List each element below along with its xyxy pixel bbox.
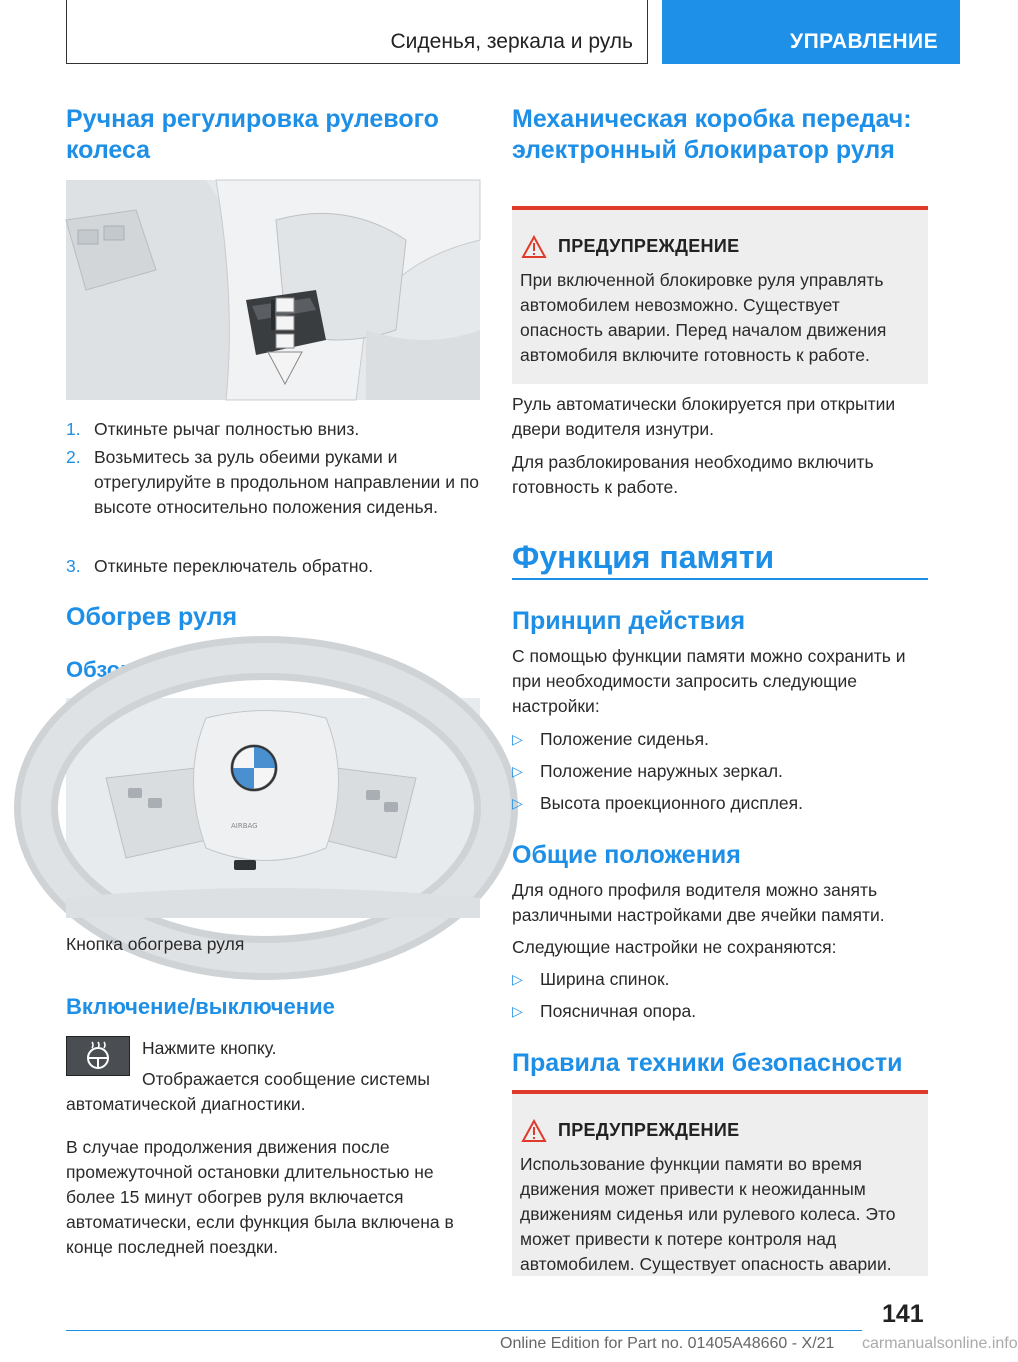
- heading-principle: Принцип действия: [512, 607, 746, 635]
- press-button-text: Нажмите кнопку.: [142, 1038, 277, 1058]
- bullet-triangle-icon: ▷: [512, 731, 523, 747]
- heading-memory-function: Функция памяти: [512, 539, 775, 575]
- heading-manual-transmission: Механическая коробка передач: электронный блокиратор руля: [512, 105, 912, 164]
- auto-reactivation-note: В случае продолжения движения после промежуточной остановки длительностью не более 15 минут обогрев руля включается автоматически, если функция была включена в конце последней поездки.: [66, 1137, 454, 1257]
- bullet-triangle-icon: ▷: [512, 795, 523, 811]
- unlock-text: Для разблокирования необходимо включить готовность к работе.: [512, 452, 874, 497]
- press-note: Отображается сообщение системы автоматической диагностики.: [66, 1069, 430, 1114]
- airbag-label: AIRBAG: [231, 822, 258, 830]
- bullet-triangle-icon: ▷: [512, 1003, 523, 1019]
- heading-overview: Обзор: [66, 657, 134, 682]
- header-section-title: Сиденья, зеркала и руль: [390, 30, 633, 53]
- page-number: 141: [882, 1300, 924, 1328]
- bullet-triangle-icon: ▷: [512, 971, 523, 987]
- heading-safety: Правила техники безопасности: [512, 1049, 903, 1077]
- heading-on-off: Включение/выключение: [66, 994, 335, 1019]
- autolock-text: Руль автоматически блокируется при открытии двери водителя изнутри.: [512, 394, 896, 439]
- warning-triangle-icon: [522, 236, 546, 258]
- principle-text: С помощью функции памяти можно сохранить и при необходимости запросить следующие настройки:: [512, 646, 906, 716]
- warning-2-body: Использование функции памяти во время движения может привести к неожиданным движениям сиденья или рулевого колеса. Это может привести к потере контроля над автомобилем. Существует опасность аварии.: [520, 1154, 896, 1274]
- warning-box-1: [512, 206, 928, 384]
- warning-1-title: ПРЕДУПРЕЖДЕНИЕ: [558, 236, 740, 256]
- header-chapter-tab: [662, 0, 960, 64]
- header-chapter-title: УПРАВЛЕНИЕ: [790, 30, 939, 53]
- steering-wheel-illustration: [66, 698, 480, 918]
- warning-triangle-icon: [522, 1120, 546, 1142]
- lever-illustration: [66, 180, 480, 400]
- heading-wheel-heating: Обогрев руля: [66, 603, 238, 631]
- warning-2-title: ПРЕДУПРЕЖДЕНИЕ: [558, 1120, 740, 1140]
- footer-rule: [66, 1330, 862, 1331]
- warning-1-body: При включенной блокировке руля управлять автомобилем невозможно. Существует опасность аварии. Перед началом движения автомобиля включите готовность к работе.: [520, 270, 887, 365]
- footer-watermark: carmanualsonline.info: [862, 1335, 1018, 1352]
- heading-rule: [512, 578, 928, 580]
- footer-edition: Online Edition for Part no. 01405A48660 - X/21: [500, 1335, 835, 1352]
- not-saved-text: Следующие настройки не сохраняются:: [512, 937, 837, 957]
- bullet-triangle-icon: ▷: [512, 763, 523, 779]
- heading-general: Общие положения: [512, 841, 741, 869]
- header-section-tab: [66, 0, 648, 64]
- image-caption: Кнопка обогрева руля: [66, 934, 245, 954]
- heading-manual-adjust: Ручная регулировка рулевого колеса: [66, 105, 439, 164]
- general-text: Для одного профиля водителя можно занять различными настройками две ячейки памяти.: [512, 880, 885, 925]
- warning-box-2: [512, 1090, 928, 1276]
